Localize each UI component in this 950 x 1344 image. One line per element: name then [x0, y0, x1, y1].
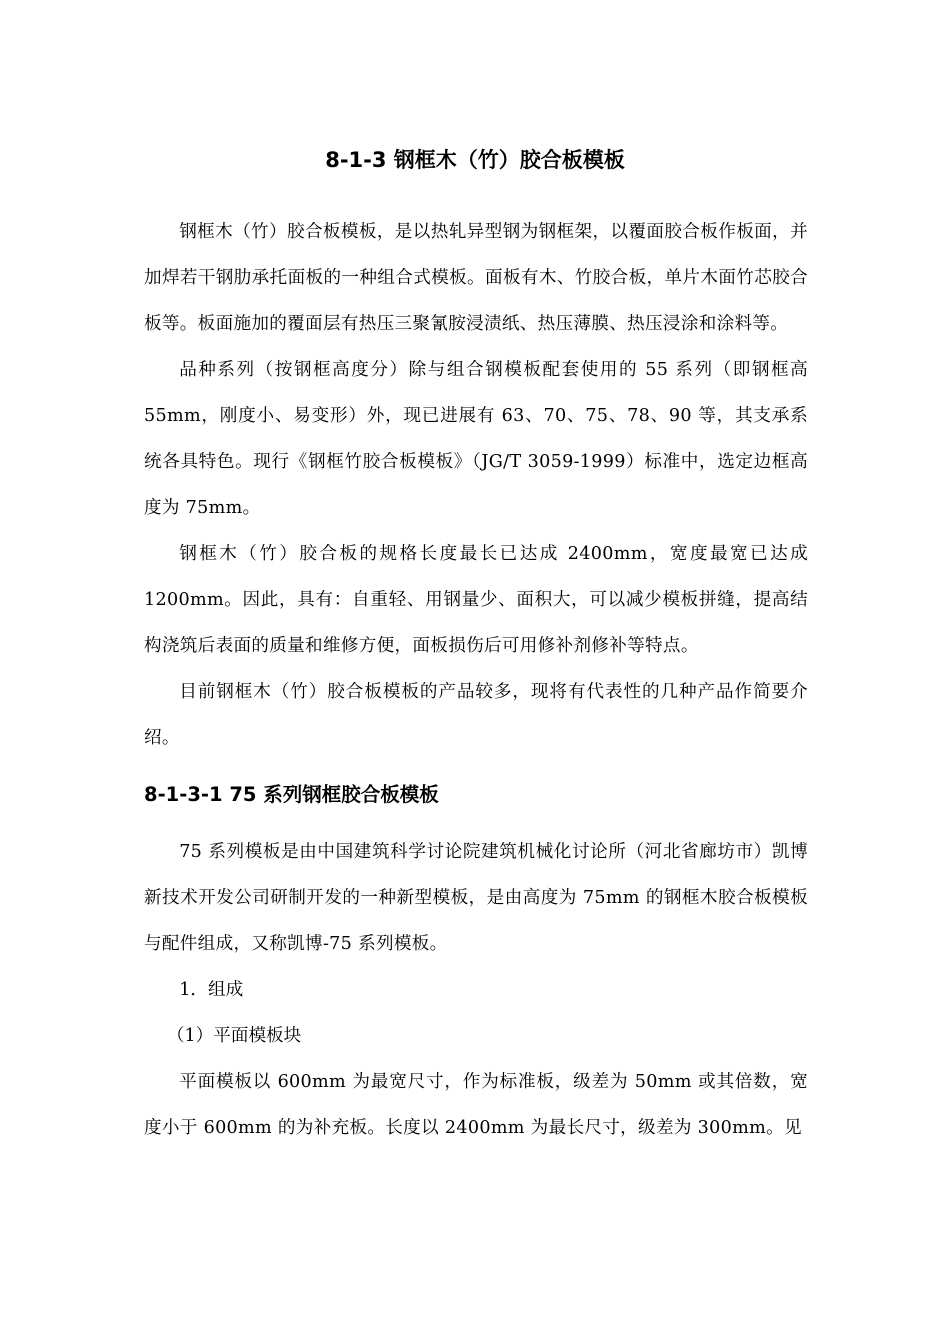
document-body — [144, 209, 808, 1151]
paragraph-intro-2: 品种系列（按钢框高度分）除与组合钢模板配套使用的 55 系列（即钢框高 55mm，刚度小、易变形）外，现已进展有 63、70、75、78、90 等，其支承系统各具特色。现行《钢框竹胶合板模板》（JG/T 3059-1999）标准中，选定边框高度为 75mm。 — [144, 360, 808, 518]
list-item-composition: 1．组成 — [179, 980, 244, 1000]
section-heading: 8-1-3-1 75 系列钢框胶合板模板 — [144, 783, 439, 806]
document-title: 8-1-3 钢框木（竹）胶合板模板 — [325, 148, 625, 172]
paragraph-intro-4: 目前钢框木（竹）胶合板模板的产品较多，现将有代表性的几种产品作简要介绍。 — [144, 682, 808, 748]
list-item-flat-panel: （1）平面模板块 — [166, 1026, 302, 1046]
paragraph-intro-3: 钢框木（竹）胶合板的规格长度最长已达成 2400mm，宽度最宽已达成 1200mm。因此，具有：自重轻、用钢量少、面积大，可以减少模板拼缝，提高结构浇筑后表面的质量和维修方便，面板损伤后可用修补剂修补等特点。 — [144, 544, 808, 656]
paragraph-intro-1: 钢框木（竹）胶合板模板，是以热轧异型钢为钢框架，以覆面胶合板作板面，并加焊若干钢肋承托面板的一种组合式模板。面板有木、竹胶合板，单片木面竹芯胶合板等。板面施加的覆面层有热压三聚氰胺浸渍纸、热压薄膜、热压浸涂和涂料等。 — [144, 222, 808, 334]
paragraph-flat-panel: 平面模板以 600mm 为最宽尺寸，作为标准板，级差为 50mm 或其倍数，宽度小于 600mm 的为补充板。长度以 2400mm 为最长尺寸，级差为 300mm。见 — [144, 1072, 808, 1138]
section-paragraph: 75 系列模板是由中国建筑科学讨论院建筑机械化讨论所（河北省廊坊市）凯博新技术开发公司研制开发的一种新型模板，是由高度为 75mm 的钢框木胶合板模板与配件组成，又称凯博-75 系列模板。 — [144, 842, 808, 954]
